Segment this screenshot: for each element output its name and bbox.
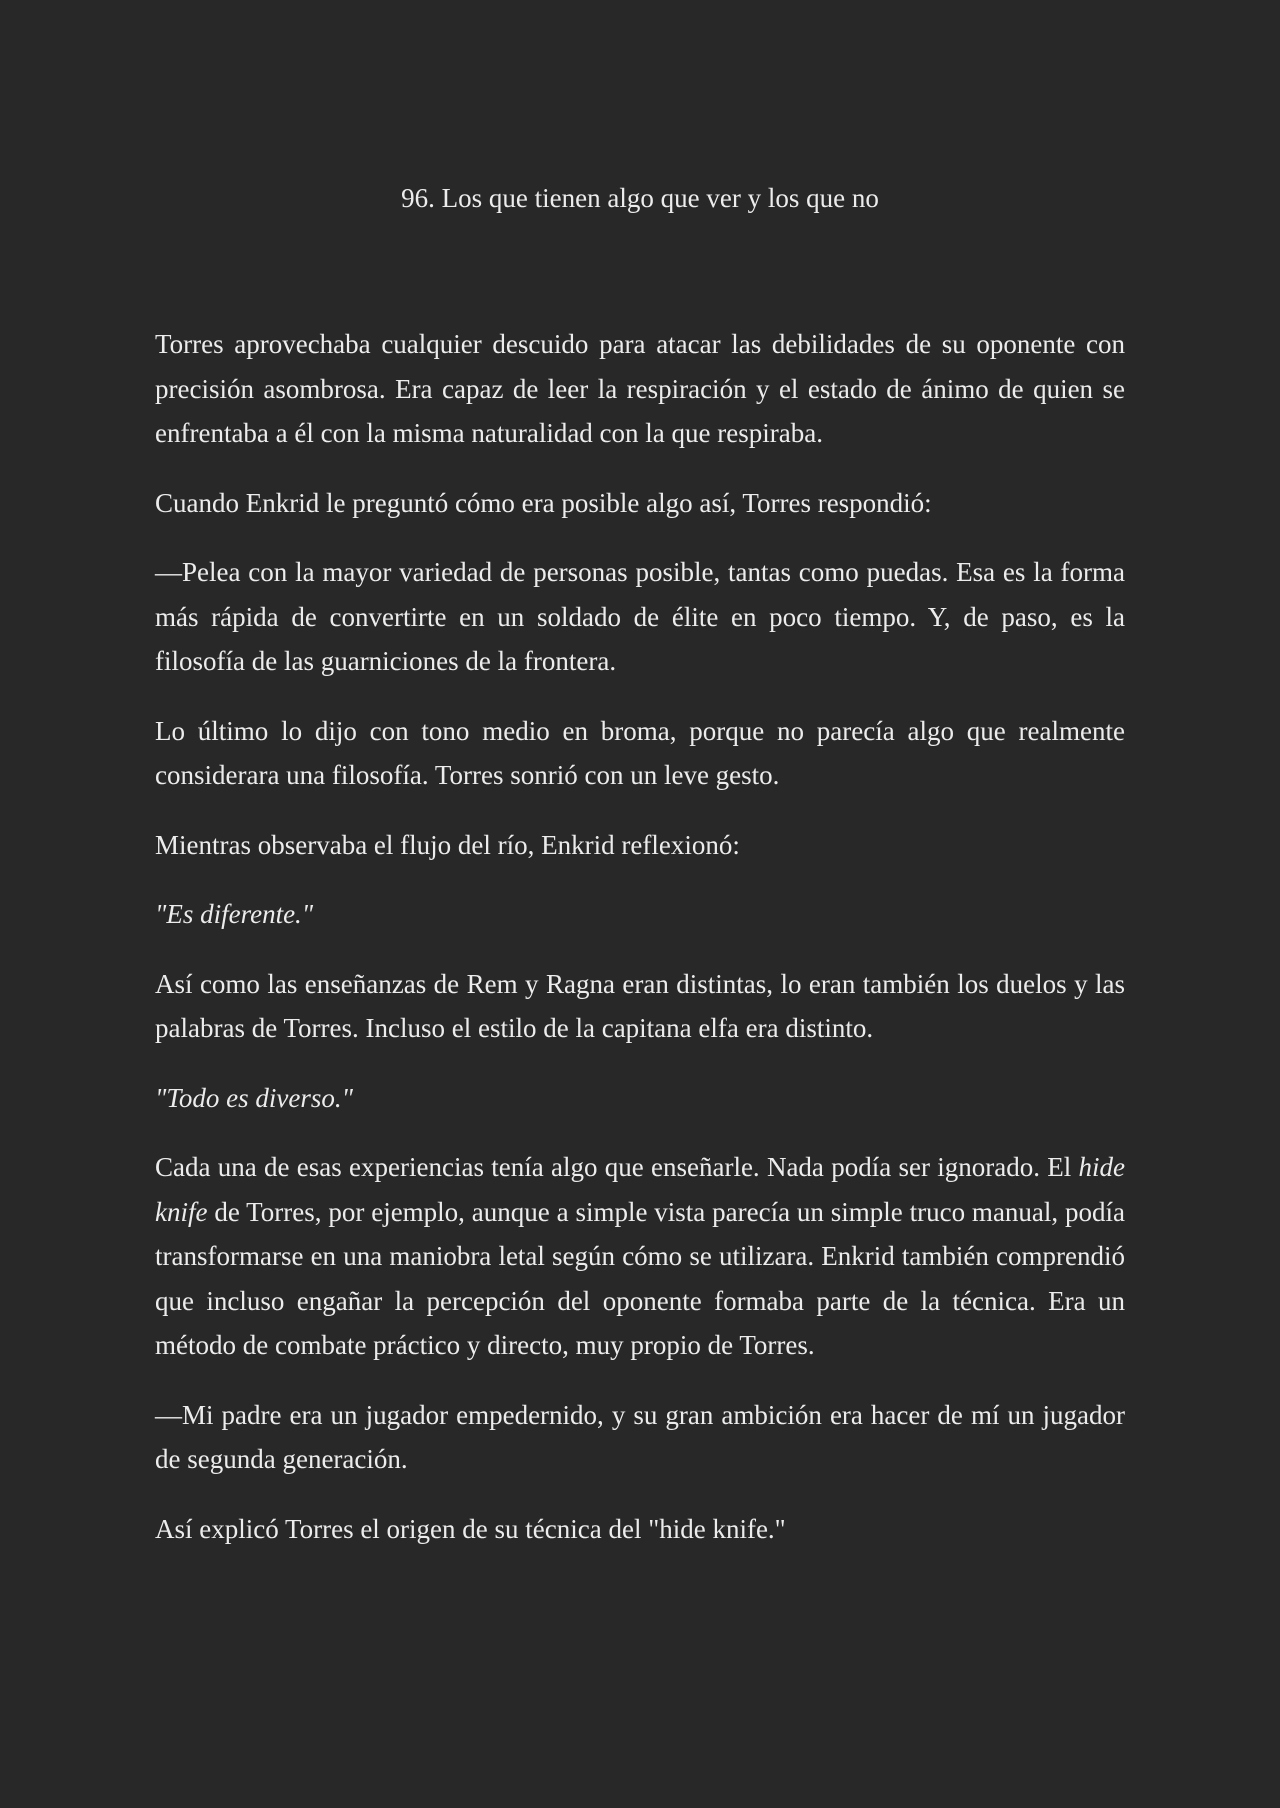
emphasis-term: hide knife bbox=[155, 1152, 1125, 1227]
paragraph-text: Cada una de esas experiencias tenía algo que enseñarle. Nada podía ser ignorado. El bbox=[155, 1152, 1079, 1182]
thought-line: "Es diferente." bbox=[155, 899, 314, 929]
chapter-body bbox=[155, 322, 1125, 1576]
paragraph-text: de Torres, por ejemplo, aunque a simple vista parecía un simple truco manual, podía transformarse en una maniobra letal según cómo se utilizara. Enkrid también comprendió que incluso engañar la percepción del oponente formaba parte de la técnica. Era un método de combate práctico y directo, muy propio de Torres. bbox=[155, 1196, 1125, 1360]
paragraph: Mientras observaba el flujo del río, Enkrid reflexionó: bbox=[155, 829, 740, 860]
thought-line: "Todo es diverso." bbox=[155, 1082, 353, 1113]
paragraph: —Pelea con la mayor variedad de personas posible, tantas como puedas. Esa es la forma más rápida de convertirte en un soldado de élite en poco tiempo. Y, de paso, es la filosofía de las guarniciones de la frontera. bbox=[155, 557, 1125, 676]
paragraph: —Mi padre era un jugador empedernido, y su gran ambición era hacer de mí un jugador de segunda generación. bbox=[155, 1399, 1125, 1474]
paragraph: Así como las enseñanzas de Rem y Ragna eran distintas, lo eran también los duelos y las palabras de Torres. Incluso el estilo de la capitana elfa era distinto. bbox=[155, 968, 1125, 1043]
paragraph: Lo último lo dijo con tono medio en broma, porque no parecía algo que realmente considerara una filosofía. Torres sonrió con un leve gesto. bbox=[155, 715, 1125, 790]
paragraph bbox=[155, 1145, 1125, 1368]
paragraph: Torres aprovechaba cualquier descuido para atacar las debilidades de su oponente con precisión asombrosa. Era capaz de leer la respiración y el estado de ánimo de quien se enfrentaba a él con la misma naturalidad con la que respiraba. bbox=[155, 329, 1125, 448]
paragraph: Cuando Enkrid le preguntó cómo era posible algo así, Torres respondió: bbox=[155, 487, 932, 518]
chapter-title: 96. Los que tienen algo que ver y los que no bbox=[401, 183, 879, 213]
paragraph: Así explicó Torres el origen de su técnica del "hide knife." bbox=[155, 1513, 786, 1544]
